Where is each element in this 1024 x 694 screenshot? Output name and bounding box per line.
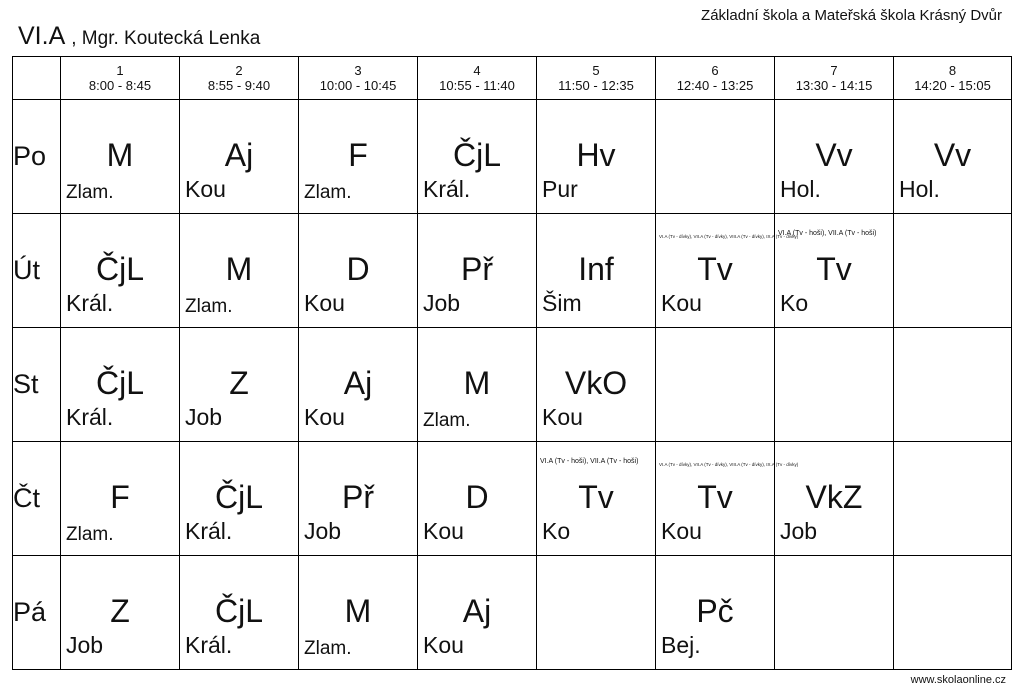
lesson-teacher: Král.	[66, 290, 114, 316]
lesson-subject: Aj	[224, 137, 254, 173]
period-header	[775, 57, 894, 100]
period-time: 14:20 - 15:05	[914, 78, 991, 93]
lesson-cell	[775, 328, 894, 442]
lesson-cell	[299, 556, 418, 670]
group-note: VI.A (Tv - dívky), VII.A (Tv - dívky), VIII.A (Tv - dívky), IX.A (Tv - dívky)	[659, 234, 799, 239]
period-number: 1	[116, 63, 124, 78]
lesson-teacher: Zlam.	[66, 182, 114, 203]
lesson-cell	[775, 442, 894, 556]
lesson-cell	[894, 556, 1012, 670]
lesson-cell	[775, 214, 894, 328]
lesson-cell	[537, 214, 656, 328]
period-header	[61, 57, 180, 100]
day-row	[13, 442, 1012, 556]
lesson-cell	[61, 100, 180, 214]
period-header	[894, 57, 1012, 100]
lesson-cell	[775, 556, 894, 670]
period-header	[537, 57, 656, 100]
period-header	[180, 57, 299, 100]
period-number: 3	[354, 63, 362, 78]
class-teacher: , Mgr. Koutecká Lenka	[71, 28, 261, 49]
lesson-cell	[537, 328, 656, 442]
lesson-teacher: Kou	[423, 632, 464, 658]
lesson-teacher: Job	[304, 518, 342, 544]
lesson-subject: Z	[229, 365, 249, 401]
lesson-cell	[894, 214, 1012, 328]
lesson-cell	[894, 328, 1012, 442]
lesson-teacher: Šim	[542, 290, 582, 316]
lesson-teacher: Hol.	[780, 176, 821, 202]
timetable-title	[18, 22, 260, 51]
lesson-subject: ČjL	[452, 137, 501, 173]
timetable	[12, 56, 1012, 670]
period-number: 7	[830, 63, 838, 78]
lesson-cell	[180, 556, 299, 670]
lesson-subject: F	[348, 137, 368, 173]
lesson-teacher: Kou	[304, 404, 345, 430]
lesson-teacher: Pur	[542, 176, 578, 202]
lesson-cell	[537, 556, 656, 670]
period-number: 6	[711, 63, 719, 78]
lesson-subject: M	[106, 137, 134, 173]
lesson-cell	[418, 214, 537, 328]
day-row	[13, 556, 1012, 670]
day-name: Čt	[13, 442, 61, 556]
lesson-cell	[299, 328, 418, 442]
lesson-subject: ČjL	[214, 479, 263, 515]
period-header	[418, 57, 537, 100]
lesson-teacher: Kou	[304, 290, 345, 316]
lesson-subject: VkO	[564, 365, 628, 401]
lesson-teacher: Job	[66, 632, 104, 658]
lesson-subject: ČjL	[95, 365, 144, 401]
lesson-subject: M	[344, 593, 372, 629]
period-number: 4	[473, 63, 481, 78]
lesson-teacher: Kou	[661, 290, 702, 316]
lesson-teacher: Job	[780, 518, 818, 544]
lesson-cell	[180, 214, 299, 328]
day-row	[13, 214, 1012, 328]
lesson-cell	[299, 100, 418, 214]
period-time: 12:40 - 13:25	[676, 78, 754, 93]
lesson-teacher: Král.	[66, 404, 114, 430]
group-note: VI.A (Tv - hoši), VII.A (Tv - hoši)	[540, 458, 639, 465]
lesson-cell	[61, 328, 180, 442]
lesson-cell	[418, 556, 537, 670]
lesson-cell	[180, 328, 299, 442]
lesson-teacher: Zlam.	[304, 182, 352, 203]
lesson-cell	[537, 442, 656, 556]
period-time: 8:55 - 9:40	[207, 78, 271, 93]
lesson-cell	[656, 328, 775, 442]
lesson-cell	[180, 100, 299, 214]
lesson-subject: D	[465, 479, 489, 515]
period-header	[299, 57, 418, 100]
period-time: 10:00 - 10:45	[319, 78, 397, 93]
lesson-cell	[894, 100, 1012, 214]
lesson-subject: Př	[461, 251, 493, 287]
lesson-cell	[418, 442, 537, 556]
lesson-subject: Vv	[815, 137, 853, 173]
corner-cell	[13, 57, 61, 100]
lesson-cell	[180, 442, 299, 556]
lesson-cell	[656, 556, 775, 670]
lesson-subject: Pč	[696, 593, 734, 629]
lesson-cell	[61, 442, 180, 556]
lesson-cell	[894, 442, 1012, 556]
period-number: 5	[592, 63, 600, 78]
day-name: Po	[13, 100, 61, 214]
period-time: 10:55 - 11:40	[439, 78, 515, 93]
lesson-subject: VkZ	[805, 479, 863, 515]
lesson-cell	[537, 100, 656, 214]
lesson-subject: D	[346, 251, 370, 287]
lesson-subject: Vv	[933, 137, 972, 173]
lesson-cell	[61, 214, 180, 328]
lesson-subject: ČjL	[214, 593, 263, 629]
period-time: 8:00 - 8:45	[88, 78, 152, 93]
lesson-subject: Tv	[697, 251, 733, 287]
lesson-subject: Aj	[343, 365, 373, 401]
lesson-teacher: Hol.	[899, 176, 940, 202]
lesson-teacher: Král.	[185, 518, 233, 544]
period-header	[656, 57, 775, 100]
lesson-cell	[656, 214, 799, 328]
lesson-subject: Inf	[578, 251, 614, 287]
lesson-subject: M	[225, 251, 253, 287]
lesson-teacher: Zlam.	[66, 524, 114, 545]
lesson-teacher: Kou	[661, 518, 702, 544]
day-row	[13, 100, 1012, 214]
lesson-cell	[418, 100, 537, 214]
footer-website: www.skolaonline.cz	[910, 674, 1006, 686]
lesson-teacher: Kou	[423, 518, 464, 544]
lesson-teacher: Kou	[542, 404, 583, 430]
lesson-teacher: Ko	[780, 290, 809, 316]
lesson-subject: Tv	[816, 251, 852, 287]
lesson-cell	[299, 442, 418, 556]
lesson-teacher: Bej.	[661, 632, 701, 658]
lesson-teacher: Kou	[185, 176, 226, 202]
period-time: 13:30 - 14:15	[795, 78, 873, 93]
lesson-teacher: Zlam.	[185, 296, 233, 317]
period-number: 2	[235, 63, 243, 78]
lesson-teacher: Ko	[542, 518, 571, 544]
period-number: 8	[948, 63, 957, 78]
lesson-teacher: Zlam.	[304, 638, 352, 659]
day-name: Pá	[13, 556, 61, 670]
lesson-cell	[775, 100, 894, 214]
lesson-subject: ČjL	[95, 251, 144, 287]
lesson-cell	[299, 214, 418, 328]
lesson-subject: Aj	[462, 593, 492, 629]
lesson-subject: Z	[110, 593, 130, 629]
day-row	[13, 328, 1012, 442]
lesson-teacher: Král.	[185, 632, 233, 658]
lesson-subject: Hv	[576, 137, 616, 173]
period-time: 11:50 - 12:35	[558, 78, 634, 93]
lesson-subject: Tv	[578, 479, 614, 515]
lesson-subject: Tv	[697, 479, 733, 515]
group-note: VI.A (Tv - hoši), VII.A (Tv - hoši)	[778, 230, 877, 237]
class-name: VI.A	[18, 22, 66, 50]
period-header-row	[13, 57, 1012, 100]
lesson-cell	[61, 556, 180, 670]
lesson-teacher: Job	[185, 404, 223, 430]
lesson-cell	[656, 100, 775, 214]
lesson-teacher: Job	[423, 290, 461, 316]
group-note: VI.A (Tv - dívky), VII.A (Tv - dívky), VIII.A (Tv - dívky), IX.A (Tv - dívky)	[659, 462, 799, 467]
lesson-subject: M	[463, 365, 491, 401]
lesson-teacher: Zlam.	[423, 410, 471, 431]
school-name: Základní škola a Mateřská škola Krásný Dvůr	[701, 7, 1002, 24]
day-name: Út	[13, 214, 61, 328]
day-name: St	[13, 328, 61, 442]
lesson-subject: F	[110, 479, 130, 515]
lesson-subject: Př	[342, 479, 374, 515]
lesson-teacher: Král.	[423, 176, 471, 202]
lesson-cell	[418, 328, 537, 442]
